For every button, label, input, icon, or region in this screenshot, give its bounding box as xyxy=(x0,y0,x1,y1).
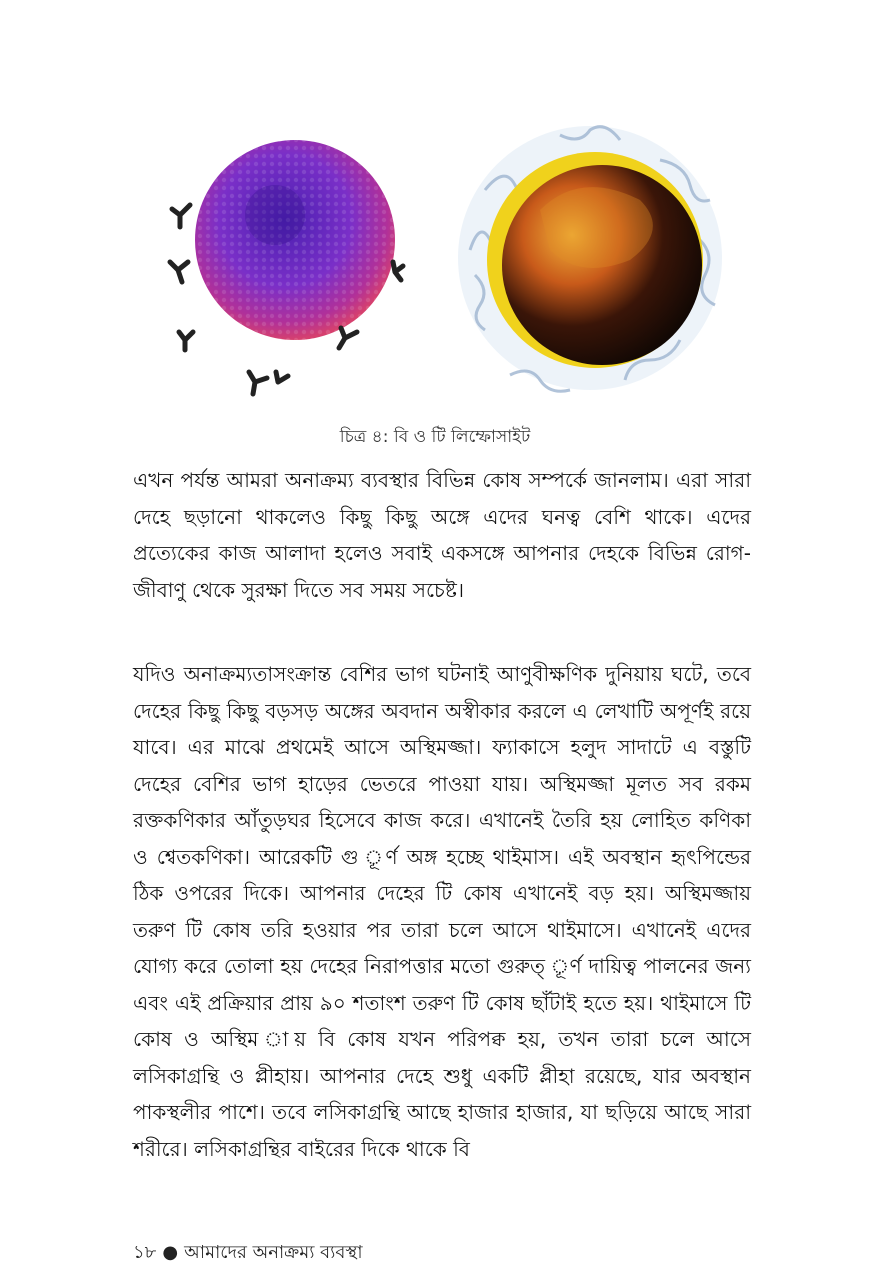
lymphocyte-figure xyxy=(140,120,760,420)
b-lymphocyte-image xyxy=(170,140,403,394)
page-number: ১৮ xyxy=(133,1242,157,1263)
lymphocyte-illustration xyxy=(140,120,760,420)
bullet-icon: ● xyxy=(162,1242,179,1263)
body-paragraph-2: যদিও অনাক্রম্যতাসংক্রান্ত বেশির ভাগ ঘটনাই আণুবীক্ষণিক দুনিয়ায় ঘটে, তবে দেহের কিছু কিছু বড়সড় অঙ্গের অবদান অস্বীকার করলে এ লেখাটি অপূর্ণই রয়ে যাবে। এর মাঝে প্রথমেই আসে অস্থিমজ্জা। ফ্যাকাসে হলুদ সাদাটে এ বস্তুটি দেহের বেশির ভাগ হাড়ের ভেতরে পাওয়া যায়। অস্থিমজ্জা মূলত সব রকম রক্তকণিকার আঁতুড়ঘর হিসেবে কাজ করে। এখানেই তৈরি হয় লোহিত কণিকা ও শ্বেতকণিকা। আরেকটি গু ূর্ণ অঙ্গ হচ্ছে থাইমাস। এই অবস্থান হৃৎপিন্ডের ঠিক ওপরের দিকে। আপনার দেহের টি কোষ এখানেই বড় হয়। অস্থিমজ্জায় তরুণ টি কোষ তরি হওয়ার পর তারা চলে আসে থাইমাসে। এখানেই এদের যোগ্য করে তোলা হয় দেহের নিরাপত্তার মতো গুরুত্ ূর্ণ দায়িত্ব পালনের জন্য এবং এই প্রক্রিয়ার প্রায় ৯০ শতাংশ তরুণ টি কোষ ছাঁটাই হতে হয়। থাইমাসে টি কোষ ও অস্থিম ায় বি কোষ যখন পরিপক্ব হয়, তখন তারা চলে আসে লসিকাগ্রন্থি ও প্লীহায়। আপনার দেহে শুধু একটি প্লীহা রয়েছে, যার অবস্থান পাকস্থলীর পাশে। তবে লসিকাগ্রন্থি আছে হাজার হাজার, যা ছড়িয়ে আছে সারা শরীরে। লসিকাগ্রন্থির বাইরের দিকে থাকে বি xyxy=(133,662,751,1161)
t-lymphocyte-image xyxy=(458,126,722,391)
figure-caption: চিত্র ৪: বি ও টি লিম্ফোসাইট xyxy=(339,427,531,447)
page-footer xyxy=(133,1238,363,1269)
body-paragraph-1: এখন পর্যন্ত আমরা অনাক্রম্য ব্যবস্থার বিভিন্ন কোষ সম্পর্কে জানলাম। এরা সারা দেহে ছড়ানো থাকলেও কিছু কিছু অঙ্গে এদের ঘনত্ব বেশি থাকে। এদের প্রত্যেকের কাজ আলাদা হলেও সবাই একসঙ্গে আপনার দেহকে বিভিন্ন রোগ-জীবাণু থেকে সুরক্ষা দিতে সব সময় সচেষ্ট। xyxy=(133,468,751,602)
book-title: আমাদের অনাক্রম্য ব্যবস্থা xyxy=(184,1242,363,1263)
